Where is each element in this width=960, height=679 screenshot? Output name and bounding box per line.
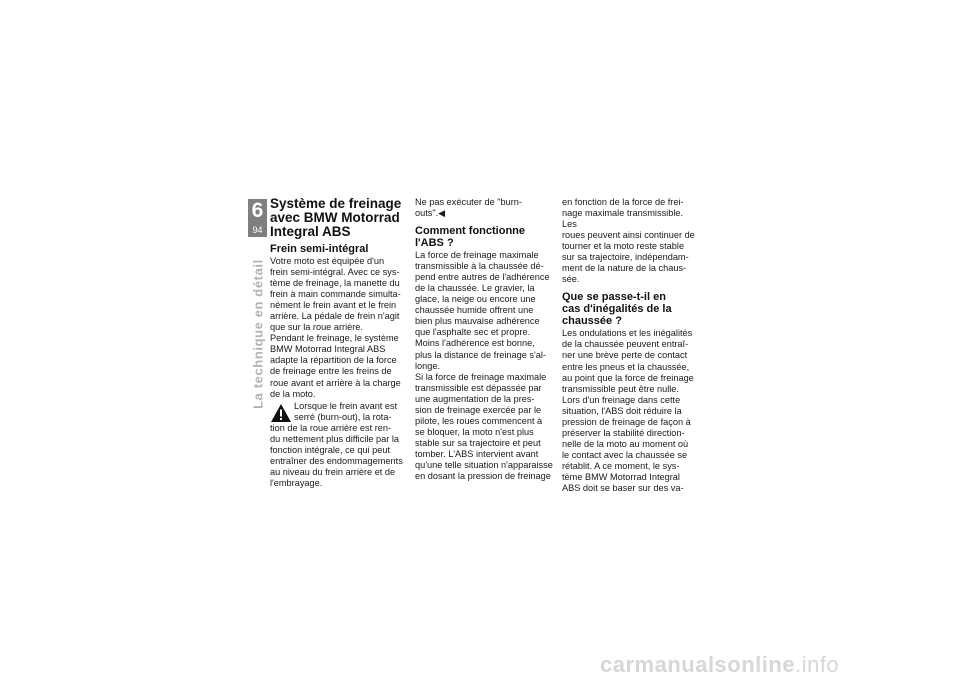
text-line: de la chaussée peuvent entraî- bbox=[562, 339, 689, 350]
paragraph bbox=[562, 395, 700, 494]
column-1 bbox=[270, 197, 408, 489]
text-line: roues peuvent ainsi continuer de bbox=[562, 230, 695, 241]
text-line: pression de freinage de façon à bbox=[562, 416, 691, 427]
text-line: Lors d'un freinage dans cette bbox=[562, 394, 681, 405]
text-line: Ne pas exécuter de "burn- bbox=[415, 197, 522, 207]
warning-triangle-icon bbox=[270, 403, 292, 423]
text-line: transmissible est dépassée par bbox=[415, 382, 542, 393]
text-line: au niveau du frein arrière et de bbox=[270, 466, 396, 477]
text-line: frein semi-intégral. Avec ce sys- bbox=[270, 267, 400, 278]
text-line: fonction intégrale, ce qui peut bbox=[270, 444, 391, 455]
text-line: sur sa trajectoire, indépendam- bbox=[562, 252, 689, 263]
text-line: ABS doit se baser sur des va- bbox=[562, 483, 684, 494]
text-line: tème de freinage, la manette du bbox=[270, 278, 400, 289]
text-line: tourner et la moto reste stable bbox=[562, 241, 685, 252]
text-line: Moins l'adhérence est bonne, bbox=[415, 338, 535, 349]
text-line: ment de la nature de la chaus- bbox=[562, 263, 687, 274]
paragraph bbox=[415, 372, 553, 482]
page-number: 94 bbox=[252, 225, 263, 235]
column-2 bbox=[415, 197, 553, 482]
text-line: roue avant et arrière à la charge bbox=[270, 377, 401, 388]
text-line: préserver la stabilité direction- bbox=[562, 427, 685, 438]
text-line: pend entre autres de l'adhérence bbox=[415, 272, 550, 283]
subheading-comment-fonctionne-abs: Comment fonctionne l'ABS ? bbox=[415, 225, 525, 250]
paragraph-continuation bbox=[562, 197, 700, 285]
text-line: qu'une telle situation n'apparaisse bbox=[415, 459, 553, 470]
text-line: transmissible peut être nulle. bbox=[562, 383, 679, 394]
text-line: une augmentation de la pres- bbox=[415, 393, 535, 404]
text-line: ner une brève perte de contact bbox=[562, 350, 688, 361]
subheading-frein-semi-integral: Frein semi-intégral bbox=[270, 243, 369, 255]
text-line: bien plus mauvaise adhérence bbox=[415, 316, 540, 327]
paragraph-continuation bbox=[415, 197, 553, 219]
subheading-inegalites-chaussee: Que se passe-t-il en cas d'inégalités de la chaussée ? bbox=[562, 291, 672, 328]
text-line: longe. bbox=[415, 360, 441, 371]
text-line: nage maximale transmissible. Les bbox=[562, 208, 684, 230]
text-line: adapte la répartition de la force bbox=[270, 355, 397, 366]
text-line: se bloquer, la moto n'est plus bbox=[415, 426, 534, 437]
paragraph bbox=[270, 256, 408, 333]
text-line: frein à main commande simulta- bbox=[270, 289, 401, 300]
text-line: La force de freinage maximale bbox=[415, 250, 539, 261]
text-line: nelle de la moto au moment où bbox=[562, 438, 689, 449]
text-line: chaussée humide offrent une bbox=[415, 305, 534, 316]
text-line: de la moto. bbox=[270, 388, 316, 399]
text-line: entraîner des endommagements bbox=[270, 455, 403, 466]
text-line: sée. bbox=[562, 274, 580, 285]
text-line: tomber. L'ABS intervient avant bbox=[415, 448, 539, 459]
text-line: Si la force de freinage maximale bbox=[415, 371, 547, 382]
section-title: Système de freinage avec BMW Motorrad Integral ABS bbox=[270, 196, 402, 239]
text-line: Votre moto est équipée d'un bbox=[270, 256, 385, 266]
chapter-title: La technique en détail bbox=[250, 259, 266, 409]
text-line: de la chaussée. Le gravier, la bbox=[415, 283, 535, 294]
warning-note bbox=[270, 400, 408, 489]
text-line: tion de la roue arrière est ren- bbox=[270, 422, 392, 433]
paragraph bbox=[562, 328, 700, 394]
text-line: rétablit. A ce moment, le sys- bbox=[562, 460, 680, 471]
text-line: BMW Motorrad Integral ABS bbox=[270, 344, 386, 355]
text-line: le contact avec la chaussée se bbox=[562, 449, 688, 460]
text-line: Lorsque le frein avant est bbox=[294, 400, 398, 411]
text-line: situation, l'ABS doit réduire la bbox=[562, 405, 682, 416]
text-line: que l'asphalte sec et propre. bbox=[415, 327, 531, 338]
text-line: en dosant la pression de freinage bbox=[415, 471, 551, 482]
text-line: plus la distance de freinage s'al- bbox=[415, 349, 546, 360]
text-line: stable sur sa trajectoire et peut bbox=[415, 437, 541, 448]
text-line: entre les pneus et la chaussée, bbox=[562, 361, 690, 372]
text-line: pilote, les roues commencent à bbox=[415, 415, 543, 426]
text-line: outs".◀ bbox=[415, 208, 446, 219]
text-line: en fonction de la force de frei- bbox=[562, 197, 684, 207]
text-line: au point que la force de freinage bbox=[562, 372, 694, 383]
paragraph bbox=[270, 333, 408, 399]
text-line: tème BMW Motorrad Integral bbox=[562, 471, 680, 482]
text-line: Les ondulations et les inégalités bbox=[562, 328, 693, 339]
text-line: serré (burn-out), la rota- bbox=[294, 411, 392, 422]
text-line: sion de freinage exercée par le bbox=[415, 404, 542, 415]
text-line: transmissible à la chaussée dé- bbox=[415, 261, 544, 272]
text-line: du nettement plus difficile par la bbox=[270, 433, 400, 444]
column-3 bbox=[562, 197, 700, 494]
text-line: arrière. La pédale de frein n'agit bbox=[270, 311, 400, 322]
watermark: carmanualsonline.info bbox=[600, 652, 840, 677]
text-line: de freinage entre les freins de bbox=[270, 366, 392, 377]
text-line: nément le frein avant et le frein bbox=[270, 300, 397, 311]
text-line: Pendant le freinage, le système bbox=[270, 333, 399, 344]
chapter-number: 6 bbox=[251, 199, 264, 222]
text-line: que sur la roue arrière. bbox=[270, 322, 363, 333]
paragraph bbox=[415, 250, 553, 372]
text-line: glace, la neige ou encore une bbox=[415, 294, 536, 305]
chapter-sidebar bbox=[244, 244, 272, 424]
text-line: l'embrayage. bbox=[270, 477, 323, 488]
